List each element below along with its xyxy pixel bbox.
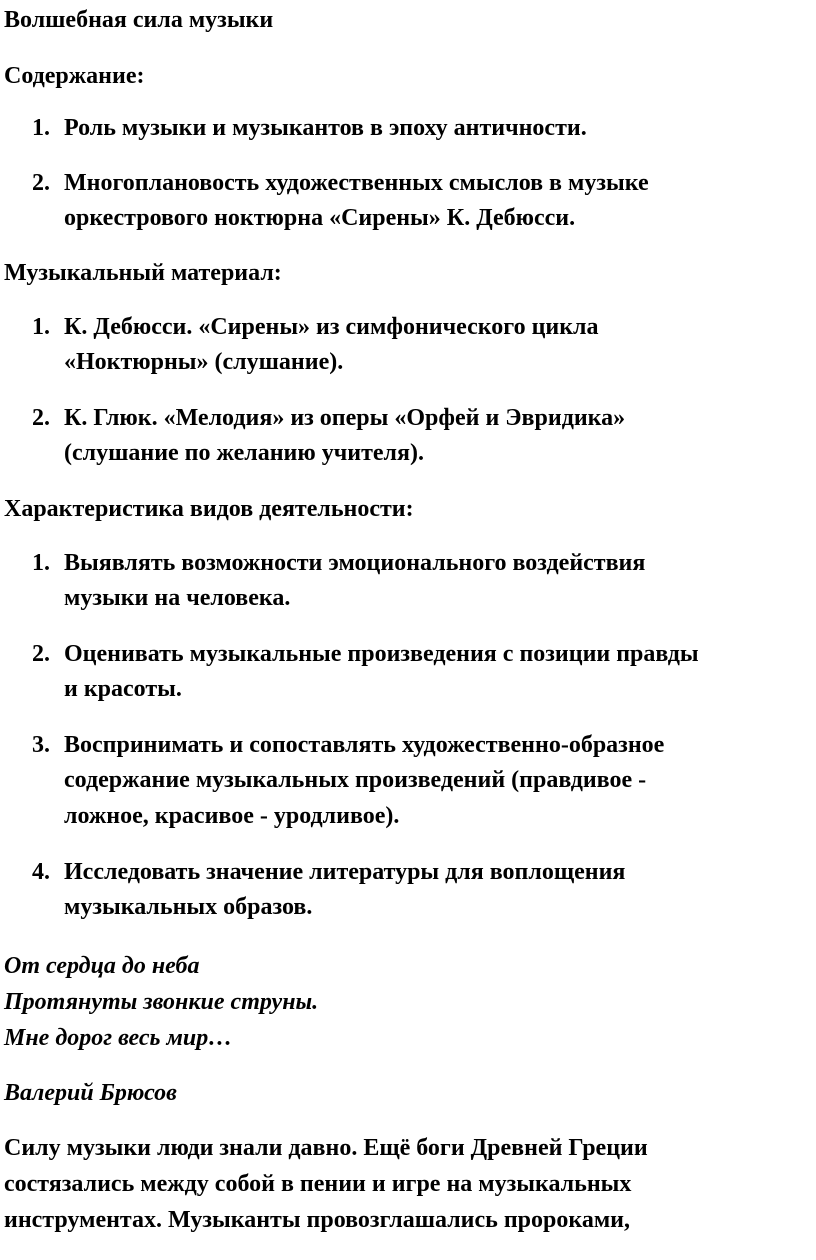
list-item-text: Исследовать значение литературы для воплощения [64, 859, 626, 885]
list-number: 4. [32, 859, 50, 885]
list-item-text: «Ноктюрны» (слушание). [64, 349, 344, 375]
epigraph-author: Валерий Брюсов [4, 1080, 177, 1106]
list-number: 2. [32, 170, 50, 196]
list-item-text: ложное, красивое - уродливое). [64, 803, 400, 829]
list-item-text: Роль музыки и музыкантов в эпоху античности. [64, 115, 587, 141]
list-number: 1. [32, 115, 50, 141]
list-number: 3. [32, 732, 50, 758]
paragraph-line: инструментах. Музыканты провозглашались пророками, [4, 1207, 630, 1233]
epigraph-line: Мне дорог весь мир… [4, 1025, 233, 1051]
document-title: Волшебная сила музыки [4, 7, 274, 33]
paragraph-line: Силу музыки люди знали давно. Ещё боги Древней Греции [4, 1135, 648, 1161]
list-item-text: и красоты. [64, 676, 182, 702]
paragraph-line: состязались между собой в пении и игре на музыкальных [4, 1171, 632, 1197]
material-heading: Музыкальный материал: [4, 260, 282, 286]
list-item-text: Оценивать музыкальные произведения с позиции правды [64, 641, 699, 667]
list-item-text: оркестрового ноктюрна «Сирены» К. Дебюсси. [64, 205, 576, 231]
list-item-text: К. Дебюсси. «Сирены» из симфонического цикла [64, 314, 599, 340]
list-item-text: Выявлять возможности эмоционального воздействия [64, 550, 646, 576]
list-number: 1. [32, 314, 50, 340]
list-item-text: содержание музыкальных произведений (правдивое - [64, 767, 647, 793]
list-number: 2. [32, 405, 50, 431]
list-item-text: Воспринимать и сопоставлять художественно-образное [64, 732, 665, 758]
epigraph-line: От сердца до неба [4, 953, 200, 979]
list-item-text: музыки на человека. [64, 585, 291, 611]
list-item-text: Многоплановость художественных смыслов в музыке [64, 170, 649, 196]
contents-heading: Содержание: [4, 63, 145, 89]
activities-heading: Характеристика видов деятельности: [4, 496, 414, 522]
epigraph-line: Протянуты звонкие струны. [4, 989, 319, 1015]
list-item-text: музыкальных образов. [64, 894, 313, 920]
list-number: 2. [32, 641, 50, 667]
list-item-text: К. Глюк. «Мелодия» из оперы «Орфей и Эвридика» [64, 405, 626, 431]
list-item-text: (слушание по желанию учителя). [64, 440, 424, 466]
list-number: 1. [32, 550, 50, 576]
